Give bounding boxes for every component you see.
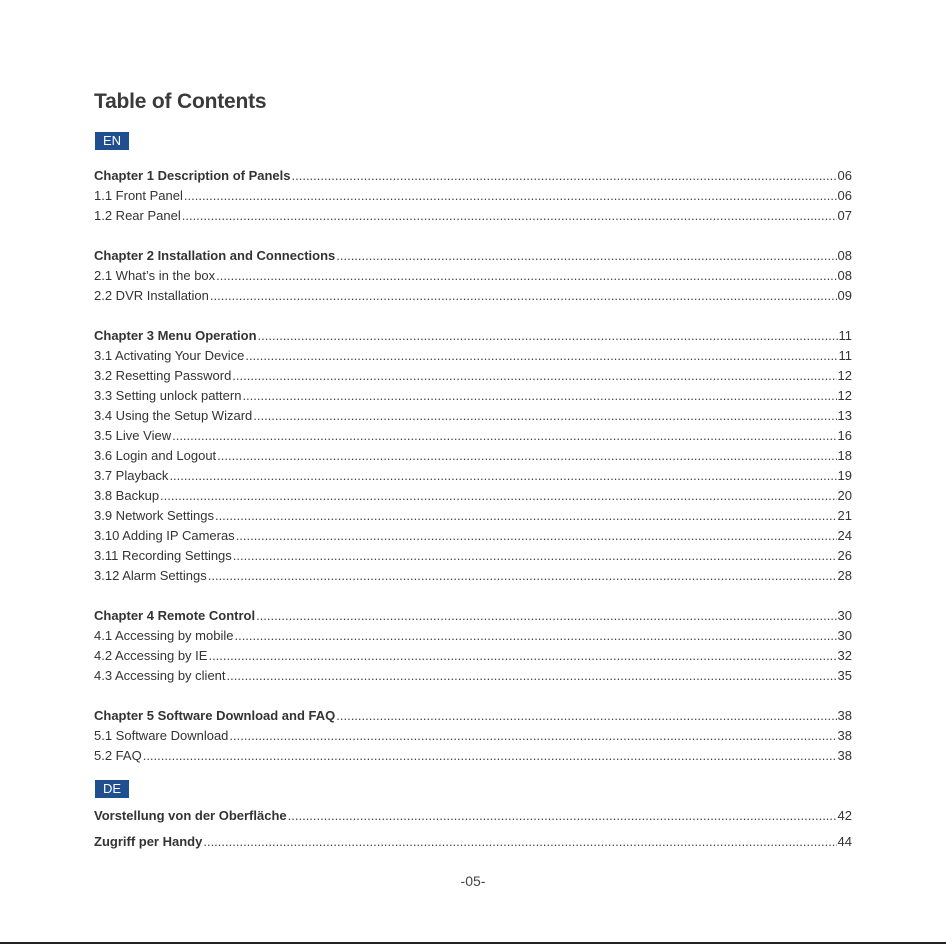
toc-entry-title: 3.8 Backup (94, 488, 160, 503)
toc-page-number: 11 (838, 328, 852, 343)
toc-dot-leader (258, 326, 838, 346)
toc-page-number: 12 (837, 368, 852, 383)
toc-dot-leader (336, 706, 836, 726)
toc-entry-title: 3.7 Playback (94, 468, 169, 483)
language-badge-de: DE (95, 780, 129, 798)
toc-page-number: 19 (837, 468, 852, 483)
toc-entry (94, 726, 852, 746)
toc-chapter-heading (94, 832, 852, 852)
bottom-rule (0, 942, 946, 944)
toc-page-number: 12 (837, 388, 852, 403)
toc-dot-leader (160, 486, 836, 506)
toc-dot-leader (236, 526, 837, 546)
toc-entry-title: 3.9 Network Settings (94, 508, 214, 523)
toc-dot-leader (184, 186, 837, 206)
toc-dot-leader (172, 426, 836, 446)
toc-page-number: 08 (837, 248, 852, 263)
toc-dot-leader (253, 406, 836, 426)
toc-page-number: 18 (837, 448, 852, 463)
toc-chapter-heading (94, 326, 852, 346)
toc-entry-title: 2.2 DVR Installation (94, 288, 209, 303)
toc-dot-leader (210, 286, 837, 306)
toc-entry-title: 3.11 Recording Settings (94, 548, 232, 563)
toc-entry-title: Chapter 4 Remote Control (94, 608, 256, 623)
toc-page-number: 26 (837, 548, 852, 563)
page-title: Table of Contents (94, 90, 267, 113)
toc-page-number: 30 (837, 628, 852, 643)
toc-entry (94, 646, 852, 666)
toc-entry (94, 206, 852, 226)
toc-entry (94, 626, 852, 646)
toc-entry-title: 4.1 Accessing by mobile (94, 628, 234, 643)
toc-entry (94, 346, 852, 366)
toc-entry-title: 4.3 Accessing by client (94, 668, 226, 683)
toc-dot-leader (208, 566, 837, 586)
toc-dot-leader (217, 446, 836, 466)
toc-entry (94, 446, 852, 466)
toc-chapter-4 (94, 606, 852, 686)
toc-entry-title: Chapter 5 Software Download and FAQ (94, 708, 336, 723)
toc-de-entry-2 (94, 832, 852, 852)
toc-entry-title: 5.2 FAQ (94, 748, 142, 763)
toc-chapter-heading (94, 606, 852, 626)
toc-dot-leader (256, 606, 836, 626)
toc-chapter-heading (94, 246, 852, 266)
toc-page-number: 11 (838, 348, 852, 363)
toc-chapter-heading (94, 806, 852, 826)
page-number: -05- (460, 873, 486, 889)
toc-entry-title: Zugriff per Handy (94, 834, 203, 849)
toc-entry-title: Chapter 1 Description of Panels (94, 168, 291, 183)
toc-entry-title: 3.5 Live View (94, 428, 172, 443)
toc-dot-leader (336, 246, 836, 266)
toc-dot-leader (203, 832, 836, 852)
toc-dot-leader (288, 806, 837, 826)
toc-entry (94, 526, 852, 546)
toc-chapter-5 (94, 706, 852, 766)
toc-entry-title: Vorstellung von der Oberfläche (94, 808, 287, 823)
toc-entry-title: 3.6 Login and Logout (94, 448, 217, 463)
toc-page-number: 08 (837, 268, 852, 283)
toc-entry (94, 266, 852, 286)
toc-entry-title: 3.3 Setting unlock pattern (94, 388, 242, 403)
toc-dot-leader (292, 166, 837, 186)
toc-entry (94, 486, 852, 506)
toc-page-number: 44 (837, 834, 852, 849)
toc-chapter-2 (94, 246, 852, 306)
toc-entry-title: 4.2 Accessing by IE (94, 648, 208, 663)
toc-entry (94, 286, 852, 306)
toc-entry-title: Chapter 2 Installation and Connections (94, 248, 336, 263)
toc-entry-title: 2.1 What’s in the box (94, 268, 216, 283)
toc-page-number: 30 (837, 608, 852, 623)
toc-page-number: 38 (837, 708, 852, 723)
toc-dot-leader (234, 626, 836, 646)
toc-page-number: 21 (837, 508, 852, 523)
toc-entry-title: 3.12 Alarm Settings (94, 568, 207, 583)
toc-dot-leader (216, 266, 836, 286)
toc-entry (94, 406, 852, 426)
toc-entry (94, 426, 852, 446)
toc-page-number: 06 (837, 188, 852, 203)
toc-page-number: 09 (837, 288, 852, 303)
toc-entry (94, 546, 852, 566)
toc-page-number: 07 (837, 208, 852, 223)
toc-entry-title: 3.4 Using the Setup Wizard (94, 408, 253, 423)
toc-entry-title: 5.1 Software Download (94, 728, 229, 743)
toc-page-number: 20 (837, 488, 852, 503)
toc-entry (94, 666, 852, 686)
toc-entry-title: 3.10 Adding IP Cameras (94, 528, 235, 543)
toc-dot-leader (233, 546, 837, 566)
toc-page-number: 42 (837, 808, 852, 823)
toc-de-entry-1 (94, 806, 852, 826)
toc-page-number: 35 (837, 668, 852, 683)
toc-page-number: 06 (837, 168, 852, 183)
toc-chapter-1 (94, 166, 852, 226)
toc-chapter-3 (94, 326, 852, 586)
toc-entry (94, 186, 852, 206)
toc-entry (94, 566, 852, 586)
toc-dot-leader (242, 386, 836, 406)
toc-entry-title: 3.1 Activating Your Device (94, 348, 245, 363)
toc-entry-title: 3.2 Resetting Password (94, 368, 232, 383)
toc-chapter-heading (94, 166, 852, 186)
toc-entry-title: Chapter 3 Menu Operation (94, 328, 257, 343)
toc-dot-leader (215, 506, 837, 526)
toc-chapter-heading (94, 706, 852, 726)
toc-dot-leader (208, 646, 836, 666)
toc-dot-leader (227, 666, 837, 686)
toc-dot-leader (182, 206, 837, 226)
toc-dot-leader (232, 366, 836, 386)
toc-entry (94, 386, 852, 406)
toc-entry-title: 1.2 Rear Panel (94, 208, 181, 223)
toc-entry (94, 466, 852, 486)
toc-page-number: 32 (837, 648, 852, 663)
toc-page-number: 38 (837, 728, 852, 743)
toc-dot-leader (143, 746, 837, 766)
toc-page-number: 38 (837, 748, 852, 763)
language-badge-en: EN (95, 132, 129, 150)
toc-dot-leader (245, 346, 837, 366)
toc-page-number: 28 (837, 568, 852, 583)
toc-page-number: 16 (837, 428, 852, 443)
toc-entry-title: 1.1 Front Panel (94, 188, 183, 203)
toc-entry (94, 506, 852, 526)
toc-entry (94, 746, 852, 766)
toc-page-number: 13 (837, 408, 852, 423)
toc-dot-leader (169, 466, 836, 486)
toc-page-number: 24 (837, 528, 852, 543)
toc-dot-leader (229, 726, 836, 746)
toc-entry (94, 366, 852, 386)
